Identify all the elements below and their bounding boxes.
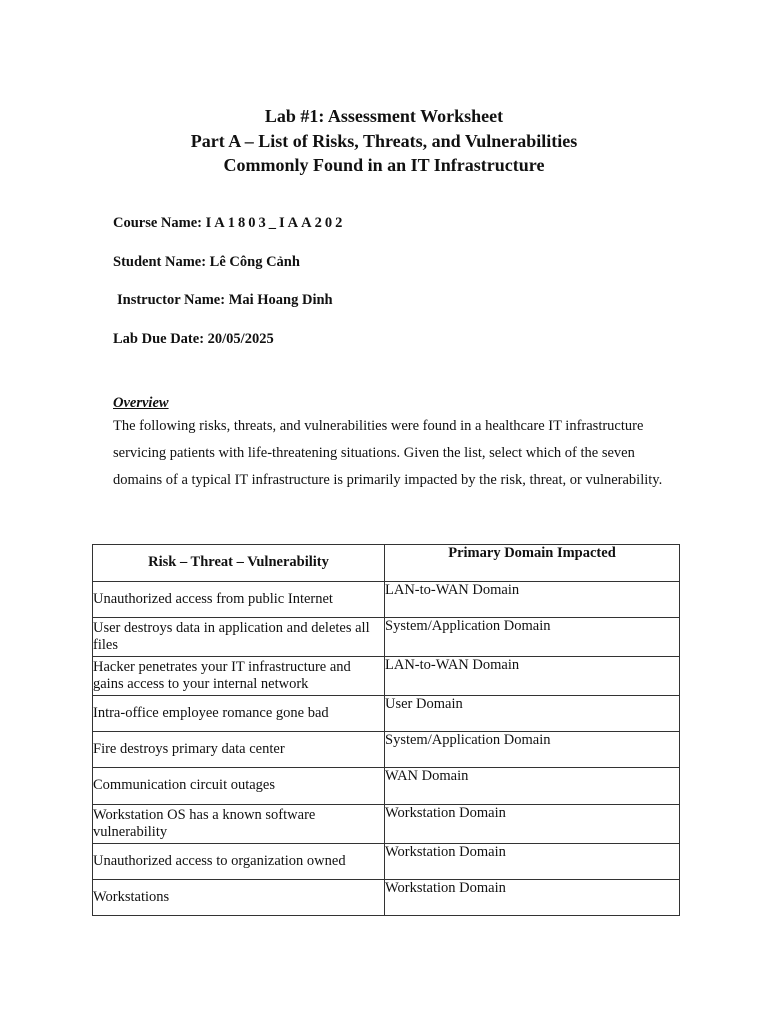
header-primary-domain-impacted: Primary Domain Impacted: [385, 545, 680, 582]
risk-cell: Communication circuit outages: [93, 768, 385, 805]
lab-due-date-value: 20/05/2025: [207, 331, 274, 347]
risk-cell: Intra-office employee romance gone bad: [93, 696, 385, 732]
table-row: [93, 618, 680, 657]
worksheet-title: [0, 104, 768, 178]
student-name-label: Student Name:: [113, 254, 207, 270]
title-line-part-a: Part A – List of Risks, Threats, and Vulnerabilities: [190, 130, 578, 151]
table-row: [93, 582, 680, 618]
table-row: [93, 844, 680, 880]
risk-domain-table: [92, 544, 680, 916]
overview-paragraph: The following risks, threats, and vulnerabilities were found in a healthcare IT infrastructure servicing patients with life-threatening situations. Given the list, select which of the seven domains of a typical IT infrastructure is primarily impacted by the risk, threat, or vulnerability.: [113, 418, 663, 488]
risk-cell: Fire destroys primary data center: [93, 732, 385, 768]
title-line-infrastructure: Commonly Found in an IT Infrastructure: [223, 155, 545, 175]
table-row: [93, 732, 680, 768]
instructor-name-line: [117, 292, 333, 309]
domain-cell: User Domain: [385, 696, 680, 732]
table-row: [93, 805, 680, 844]
risk-cell: Workstations: [93, 880, 385, 916]
lab-due-date-line: [113, 331, 274, 348]
table-row: [93, 657, 680, 696]
table-header-row: [93, 545, 680, 582]
risk-cell: Unauthorized access to organization owned: [93, 844, 385, 880]
table-row: [93, 880, 680, 916]
course-name-label: Course Name:: [113, 215, 202, 231]
domain-cell: LAN-to-WAN Domain: [385, 582, 680, 618]
table-row: [93, 696, 680, 732]
student-name-line: [113, 254, 300, 271]
course-name-line: [113, 215, 345, 232]
domain-cell: Workstation Domain: [385, 844, 680, 880]
domain-cell: System/Application Domain: [385, 618, 680, 657]
student-name-value: Lê Công Cảnh: [209, 254, 300, 270]
risk-cell: Hacker penetrates your IT infrastructure and gains access to your internal network: [93, 657, 385, 696]
domain-cell: Workstation Domain: [385, 880, 680, 916]
lab-due-date-label: Lab Due Date:: [113, 331, 205, 347]
domain-cell: WAN Domain: [385, 768, 680, 805]
domain-cell: LAN-to-WAN Domain: [385, 657, 680, 696]
table-row: [93, 768, 680, 805]
domain-cell: System/Application Domain: [385, 732, 680, 768]
risk-cell: User destroys data in application and deletes all files: [93, 618, 385, 657]
overview-heading: Overview: [113, 395, 169, 411]
instructor-name-label: Instructor Name:: [117, 292, 226, 308]
domain-cell: Workstation Domain: [385, 805, 680, 844]
title-line-lab: Lab #1: Assessment Worksheet: [264, 106, 504, 126]
header-risk-threat-vulnerability: Risk – Threat – Vulnerability: [93, 545, 385, 582]
risk-cell: Workstation OS has a known software vulnerability: [93, 805, 385, 844]
instructor-name-value: Mai Hoang Dinh: [228, 292, 333, 308]
risk-cell: Unauthorized access from public Internet: [93, 582, 385, 618]
course-name-value: IA1803_IAA202: [205, 215, 346, 231]
